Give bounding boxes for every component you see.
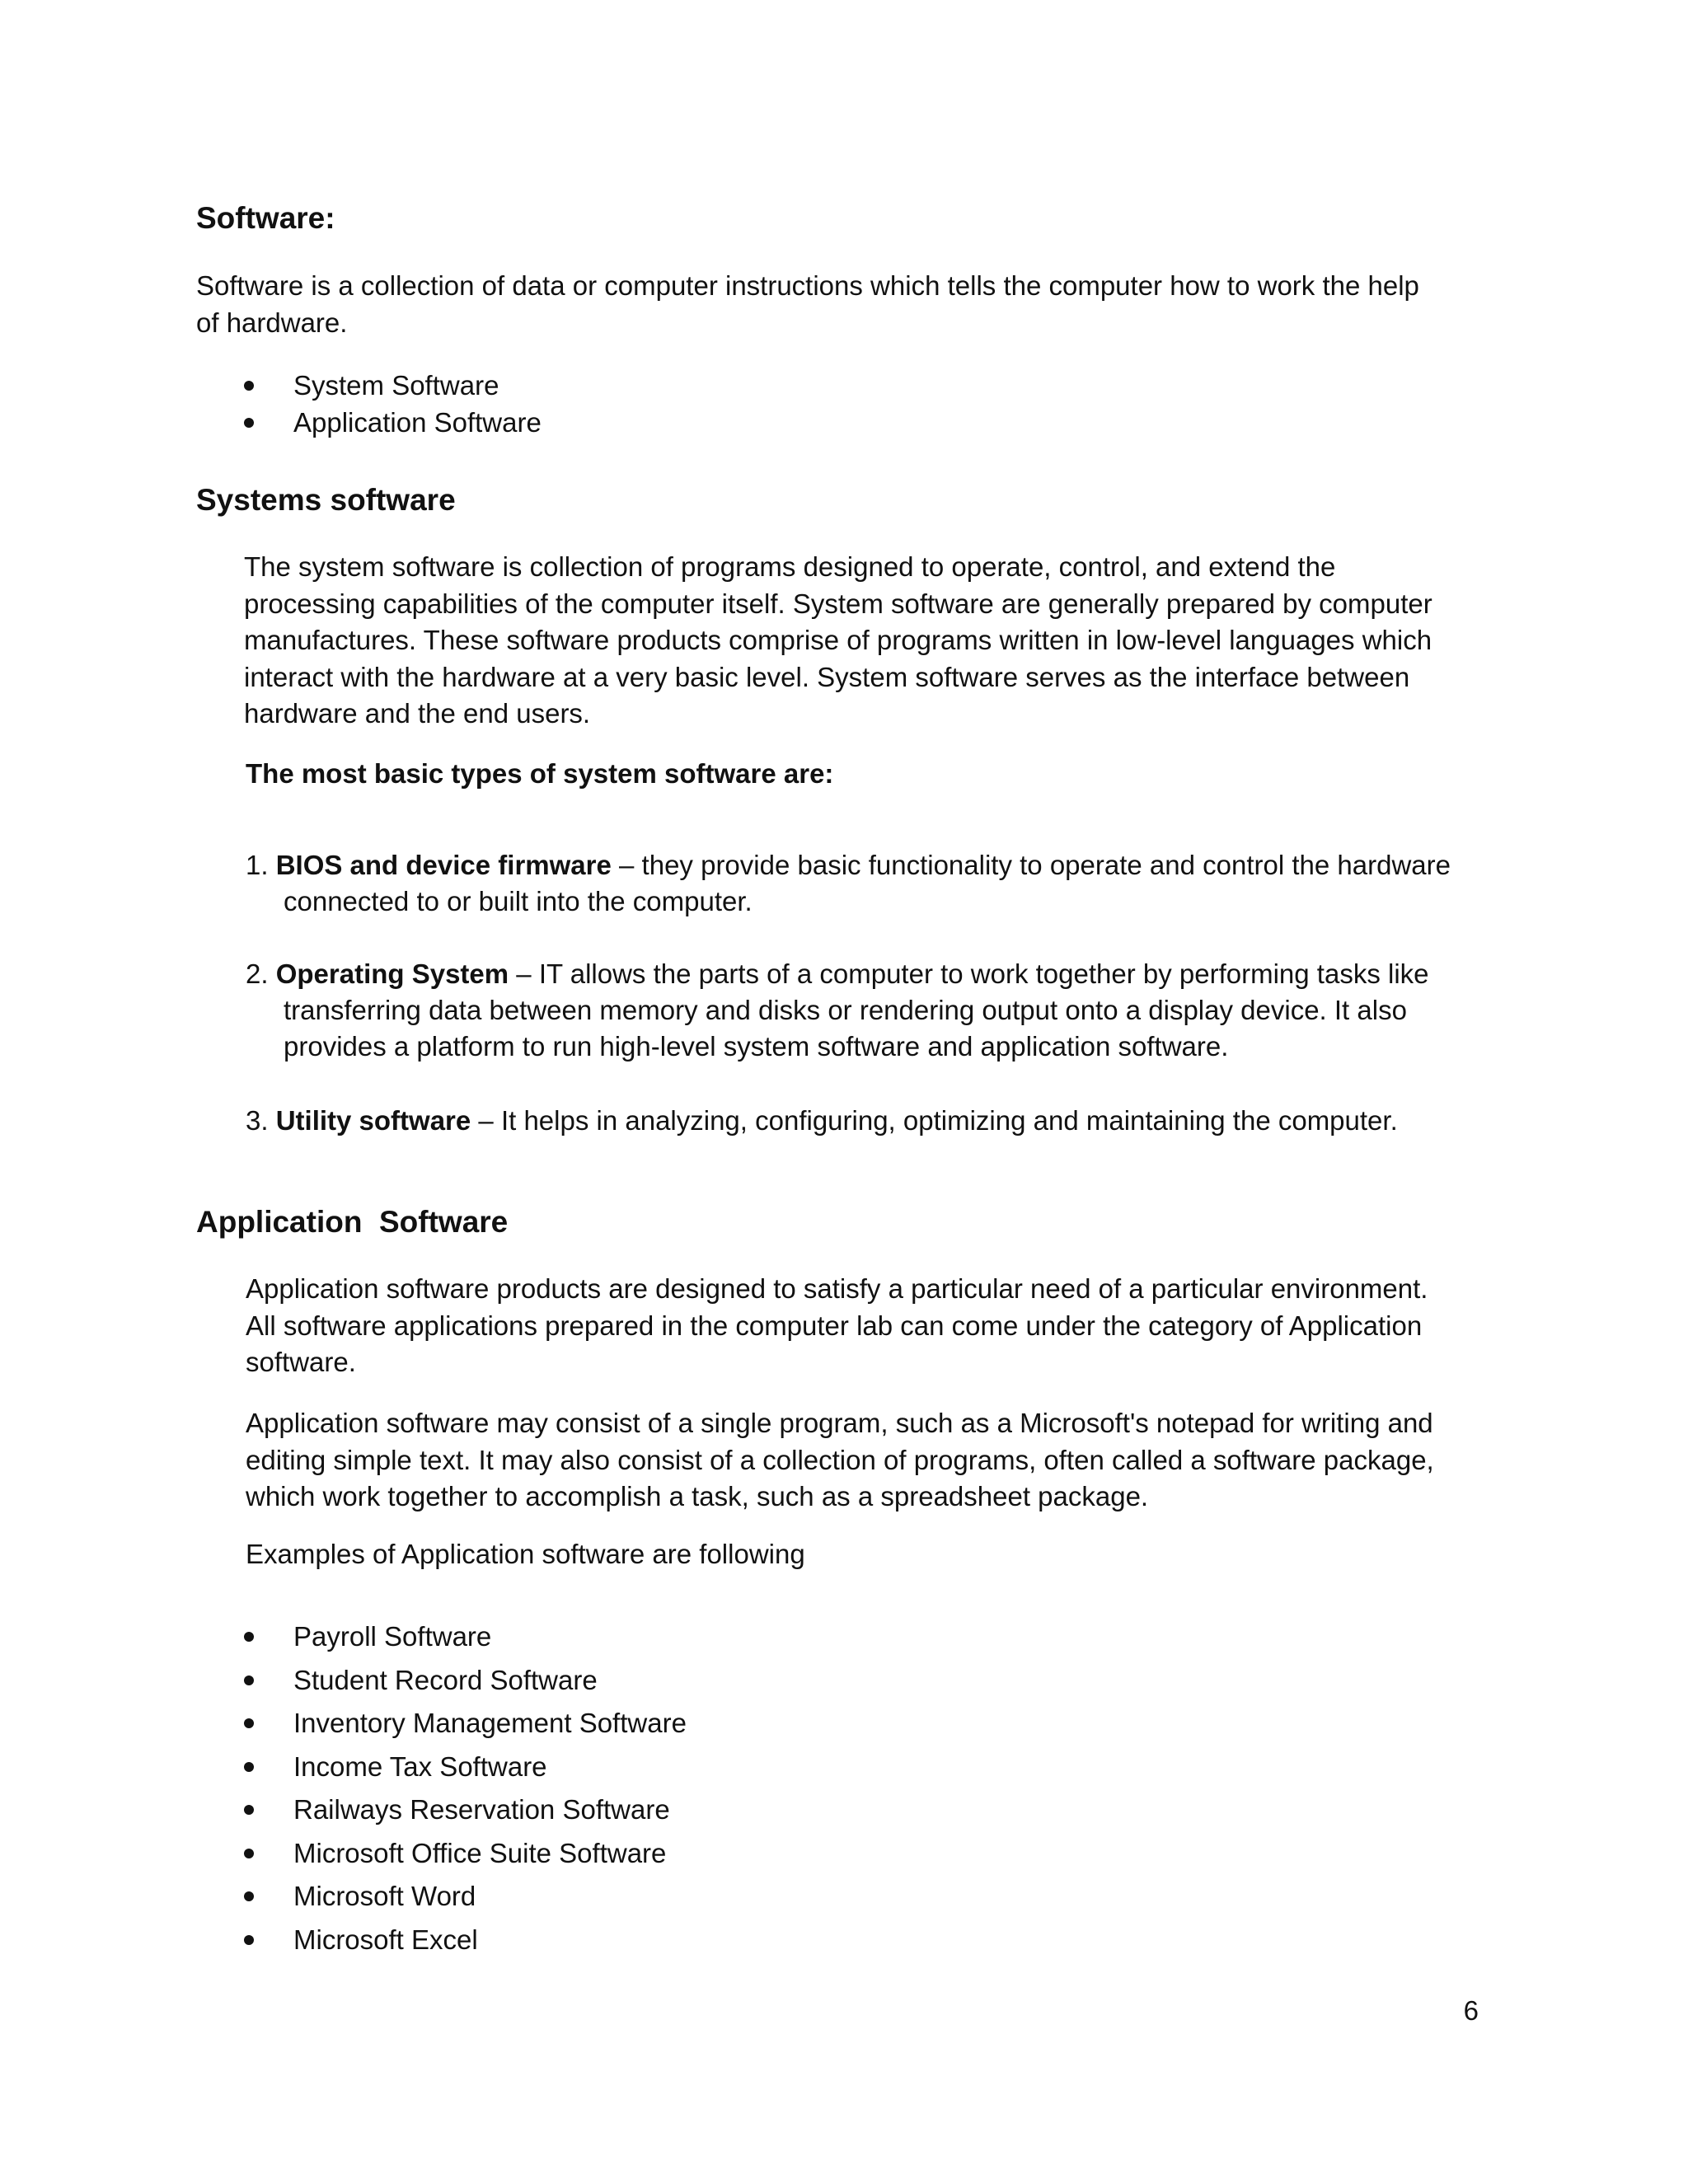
- list-item: [196, 1832, 687, 1876]
- bullet-icon: [244, 381, 254, 391]
- paragraph-line: All software applications prepared in the computer lab can come under the category of Application: [246, 1310, 1423, 1341]
- item-description: – IT allows the parts of a computer to work together by performing tasks like: [509, 958, 1429, 989]
- paragraph-line: Application software may consist of a single program, such as a Microsoft's notepad for writing and: [246, 1408, 1433, 1438]
- list-item-label: Microsoft Excel: [293, 1924, 478, 1955]
- paragraph-line: software.: [246, 1347, 356, 1377]
- system-software-item-bios: [246, 847, 1451, 920]
- item-term: BIOS and device firmware: [275, 850, 612, 880]
- application-examples-intro: Examples of Application software are following: [246, 1539, 805, 1569]
- software-intro: [196, 268, 1419, 341]
- list-item-label: Railways Reservation Software: [293, 1794, 670, 1825]
- item-description-continued: provides a platform to run high-level system software and application software.: [284, 1031, 1229, 1062]
- system-software-item-operating-system: [246, 956, 1429, 1065]
- list-item-label: System Software: [293, 370, 499, 401]
- item-description: – they provide basic functionality to operate and control the hardware: [611, 850, 1451, 880]
- list-item-label: Application Software: [293, 407, 542, 438]
- paragraph-line: interact with the hardware at a very basic level. System software serves as the interface between: [244, 661, 1410, 692]
- list-item-label: Payroll Software: [293, 1621, 492, 1652]
- item-description-continued: transferring data between memory and disks or rendering output onto a display device. It also: [284, 995, 1407, 1025]
- bullet-icon: [244, 418, 254, 428]
- item-number: 2.: [246, 958, 269, 989]
- item-number: 1.: [246, 850, 269, 880]
- bullet-icon: [244, 1718, 254, 1728]
- paragraph-line: Application software products are designed to satisfy a particular need of a particular environment.: [246, 1273, 1428, 1304]
- bullet-icon: [244, 1632, 254, 1642]
- list-item: [196, 1875, 687, 1919]
- application-software-heading: Application Software: [196, 1205, 509, 1239]
- list-item: [196, 1746, 687, 1789]
- bullet-icon: [244, 1805, 254, 1815]
- paragraph-line: The system software is collection of programs designed to operate, control, and extend the: [244, 551, 1336, 582]
- list-item-label: Income Tax Software: [293, 1750, 547, 1782]
- paragraph-line: hardware and the end users.: [244, 698, 591, 729]
- list-item-label: Student Record Software: [293, 1664, 598, 1695]
- item-term: Utility software: [275, 1105, 471, 1136]
- paragraph-line: processing capabilities of the computer itself. System software are generally prepared by computer: [244, 588, 1432, 619]
- list-item-label: Microsoft Word: [293, 1881, 476, 1911]
- systems-software-paragraph: [244, 549, 1432, 733]
- list-item: [196, 1702, 687, 1746]
- paragraph-line: manufactures. These software products comprise of programs written in low-level languages which: [244, 625, 1432, 655]
- software-intro-line: Software is a collection of data or computer instructions which tells the computer how to work the help: [196, 270, 1419, 301]
- item-description-continued: connected to or built into the computer.: [284, 886, 753, 916]
- system-software-types-heading: The most basic types of system software are:: [246, 758, 834, 789]
- item-term: Operating System: [275, 958, 509, 989]
- bullet-icon: [244, 1935, 254, 1945]
- application-software-paragraph-2: [246, 1405, 1434, 1516]
- item-description: – It helps in analyzing, configuring, optimizing and maintaining the computer.: [471, 1105, 1398, 1136]
- software-intro-line: of hardware.: [196, 307, 348, 338]
- list-item: [196, 1615, 687, 1659]
- application-examples-list: [196, 1615, 687, 1961]
- item-number: 3.: [246, 1105, 269, 1136]
- bullet-icon: [244, 1762, 254, 1772]
- list-item: [196, 367, 542, 404]
- bullet-icon: [244, 1675, 254, 1685]
- systems-software-heading: Systems software: [196, 483, 456, 517]
- list-item-label: Microsoft Office Suite Software: [293, 1837, 667, 1868]
- list-item: [196, 404, 542, 441]
- software-types-list: [196, 367, 542, 441]
- system-software-item-utility: [246, 1103, 1398, 1139]
- list-item: [196, 1659, 687, 1703]
- list-item-label: Inventory Management Software: [293, 1708, 687, 1738]
- list-item: [196, 1788, 687, 1832]
- page-number: 6: [1463, 1995, 1479, 2026]
- bullet-icon: [244, 1891, 254, 1901]
- list-item: [196, 1919, 687, 1962]
- paragraph-line: editing simple text. It may also consist of a collection of programs, often called a software package,: [246, 1444, 1434, 1475]
- application-software-paragraph-1: [246, 1271, 1428, 1381]
- paragraph-line: which work together to accomplish a task, such as a spreadsheet package.: [246, 1481, 1149, 1511]
- software-heading: Software:: [196, 201, 335, 235]
- bullet-icon: [244, 1849, 254, 1858]
